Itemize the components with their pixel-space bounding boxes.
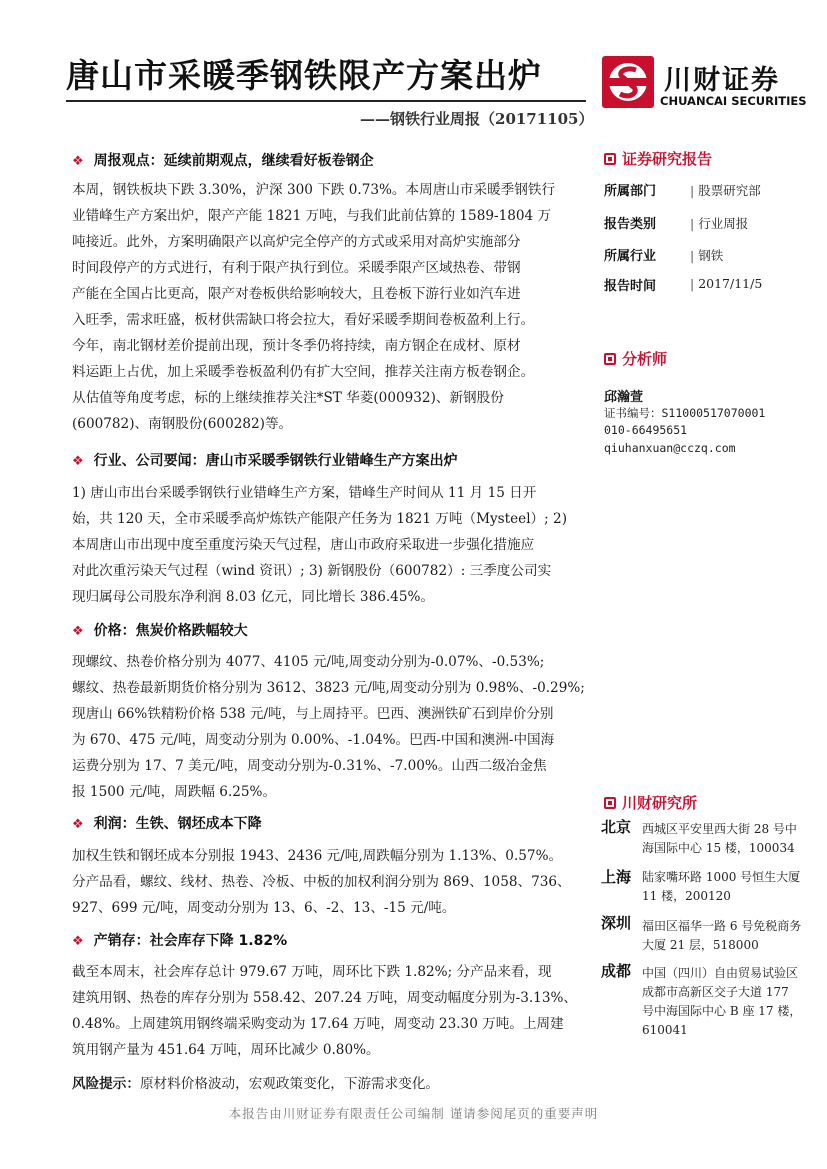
section-heading-text: 价格：焦炭价格跌幅较大 (93, 623, 248, 639)
text-line: 业错峰生产方案出炉，限产产能 1821 万吨，与我们此前估算的 1589-1804 万 (72, 208, 552, 224)
section-paragraph-inventory (72, 959, 588, 1065)
analyst-name: 邱瀚萱 (604, 390, 644, 405)
diamond-bullet-icon: ❖ (72, 817, 84, 832)
section-paragraph-news (72, 480, 588, 612)
text-line: 报 1500 元/吨，周跌幅 6.25%。 (72, 784, 277, 800)
text-line: 建筑用钢、热卷的库存分别为 558.42、207.24 万吨，周变动幅度分别为-3.13%、 (72, 990, 577, 1006)
text-line: 入旺季，需求旺盛，板材供需缺口将会拉大，看好采暖季期间卷板盈利上行。 (72, 312, 535, 328)
page-title: 唐山市采暖季钢铁限产方案出炉 (66, 56, 542, 95)
section-heading-inventory (72, 930, 287, 950)
institute-heading: 川财研究所 (604, 792, 697, 813)
section-paragraph-price (72, 649, 588, 807)
section-heading-text: 周报观点：延续前期观点，继续看好板卷钢企 (93, 153, 374, 169)
text-line: 时间段停产的方式进行，有利于限产执行到位。采暖季限产区域热卷、带钢 (72, 260, 521, 276)
diamond-bullet-icon: ❖ (72, 454, 84, 469)
info-value: | 行业周报 (690, 214, 748, 232)
section-heading-view (72, 150, 374, 170)
text-line: 今年，南北钢材差价提前出现，预计冬季仍将持续，南方钢企在成材、原材 (72, 338, 521, 354)
text-line: 产能在全国占比更高，限产对卷板供给影响较大，且卷板下游行业如汽车进 (72, 286, 521, 302)
text-line: 对此次重污染天气过程（wind 资讯）; 3) 新钢股份（600782）: 三季度公司实 (72, 563, 552, 579)
office-address: 西城区平安里西大街 28 号中海国际中心 15 楼，100034 (642, 822, 797, 855)
analyst-phone: 010-66495651 (604, 423, 688, 437)
text-line: 吨接近。此外，方案明确限产以高炉完全停产的方式或采用对高炉实施部分 (72, 234, 521, 250)
brand-name-cn: 川财证券 (664, 65, 780, 96)
info-value: | 2017/11/5 (690, 276, 762, 291)
text-line: 运费分别为 17、7 美元/吨，周变动分别为-0.31%、-7.00%。山西二级冶金焦 (72, 758, 547, 774)
text-line: 现唐山 66%铁精粉价格 538 元/吨，与上周持平。巴西、澳洲铁矿石到岸价分别 (72, 706, 554, 722)
chuancai-logo-icon (602, 56, 654, 108)
info-label: 所属行业 (604, 249, 657, 264)
text-line: 927、699 元/吨，周变动分别为 13、6、-2、13、-15 元/吨。 (72, 900, 456, 916)
text-line: 现螺纹、热卷价格分别为 4077、4105 元/吨,周变动分别为-0.07%、-0.53%; (72, 654, 545, 670)
text-line: 1) 唐山市出台采暖季钢铁行业错峰生产方案，错峰生产时间从 11 月 15 日开 (72, 485, 537, 501)
text-line: 截至本周末，社会库存总计 979.67 万吨，周环比下跌 1.82%; 分产品来看，现 (72, 964, 552, 980)
page-footer: 本报告由川财证券有限责任公司编制 谨请参阅尾页的重要声明 (228, 1106, 599, 1121)
page-subtitle: ——钢铁行业周报（20171105） (360, 110, 594, 128)
text-line: 螺纹、热卷最新期货价格分别为 3612、3823 元/吨,周变动分别为 0.98%、-0.29%; (72, 680, 585, 696)
risk-text: 原材料价格波动，宏观政策变化，下游需求变化。 (139, 1076, 440, 1092)
office-city: 深圳 (601, 914, 632, 932)
diamond-bullet-icon: ❖ (72, 154, 84, 169)
section-paragraph-profit (72, 843, 588, 923)
section-heading-text: 利润：生铁、钢坯成本下降 (93, 816, 262, 832)
section-heading-price (72, 620, 248, 640)
text-line: 0.48%。上周建筑用钢终端采购变动为 17.64 万吨，周变动 23.30 万吨。上周建 (72, 1016, 564, 1032)
square-bullet-icon (604, 353, 616, 365)
brand-name-en: CHUANCAI SECURITIES (660, 94, 807, 108)
text-line: 始，共 120 天，全市采暖季高炉炼铁产能限产任务为 1821 万吨（Mysteel）; 2) (72, 511, 567, 527)
risk-statement (72, 1072, 439, 1092)
info-label: 报告时间 (604, 279, 657, 294)
info-value: | 钢铁 (690, 246, 723, 264)
info-value: | 股票研究部 (690, 181, 761, 199)
section-paragraph-view (72, 177, 588, 439)
report-info-heading: 证券研究报告 (604, 148, 712, 169)
analyst-heading: 分析师 (604, 348, 667, 369)
text-line: 本周唐山市出现中度至重度污染天气过程，唐山市政府采取进一步强化措施应 (72, 537, 535, 553)
text-line: 加权生铁和钢坯成本分别报 1943、2436 元/吨,周跌幅分别为 1.13%、0.57%。 (72, 848, 563, 864)
text-line: 本周，钢铁板块下跌 3.30%，沪深 300 下跌 0.73%。本周唐山市采暖季钢铁行 (72, 182, 556, 198)
text-line: 分产品看，螺纹、线材、热卷、冷板、中板的加权利润分别为 869、1058、736、 (72, 874, 571, 890)
office-address: 福田区福华一路 6 号免税商务大厦 21 层，518000 (642, 919, 802, 952)
analyst-email[interactable]: qiuhanxuan@cczq.com (604, 441, 736, 455)
section-heading-profit (72, 813, 262, 833)
office-city: 北京 (601, 818, 632, 836)
section-heading-news (72, 450, 458, 470)
office-address: 中国（四川）自由贸易试验区成都市高新区交子大道 177 号中海国际中心 B 座 17 楼，610041 (642, 966, 802, 1037)
info-label: 报告类别 (604, 217, 657, 232)
title-divider (66, 100, 586, 102)
text-line: 筑用钢产量为 451.64 万吨，周环比减少 0.80%。 (72, 1042, 380, 1058)
office-city: 上海 (601, 868, 632, 886)
risk-label: 风险提示： (72, 1076, 140, 1092)
square-bullet-icon (604, 797, 616, 809)
text-line: 为 670、475 元/吨，周变动分别为 0.00%、-1.04%。巴西-中国和澳洲-中国海 (72, 732, 555, 748)
office-address: 陆家嘴环路 1000 号恒生大厦 11 楼，200120 (642, 870, 801, 903)
diamond-bullet-icon: ❖ (72, 934, 84, 949)
office-city: 成都 (601, 962, 632, 980)
text-line: 从估值等角度考虑，标的上继续推荐关注*ST 华菱(000932)、新钢股份 (72, 390, 504, 406)
analyst-certificate: 证书编号：S1100051707000​1 (604, 406, 766, 420)
section-heading-text: 产销存：社会库存下降 1.82% (93, 933, 288, 949)
text-line: 现归属母公司股东净利润 8.03 亿元，同比增长 386.45%。 (72, 589, 434, 605)
diamond-bullet-icon: ❖ (72, 624, 84, 639)
text-line: (600782)、南钢股份(600282)等。 (72, 416, 293, 432)
square-bullet-icon (604, 153, 616, 165)
text-line: 料运距上占优，加上采暖季卷板盈利仍有扩大空间，推荐关注南方板卷钢企。 (72, 364, 535, 380)
info-label: 所属部门 (604, 184, 657, 199)
section-heading-text: 行业、公司要闻：唐山市采暖季钢铁行业错峰生产方案出炉 (93, 453, 458, 469)
